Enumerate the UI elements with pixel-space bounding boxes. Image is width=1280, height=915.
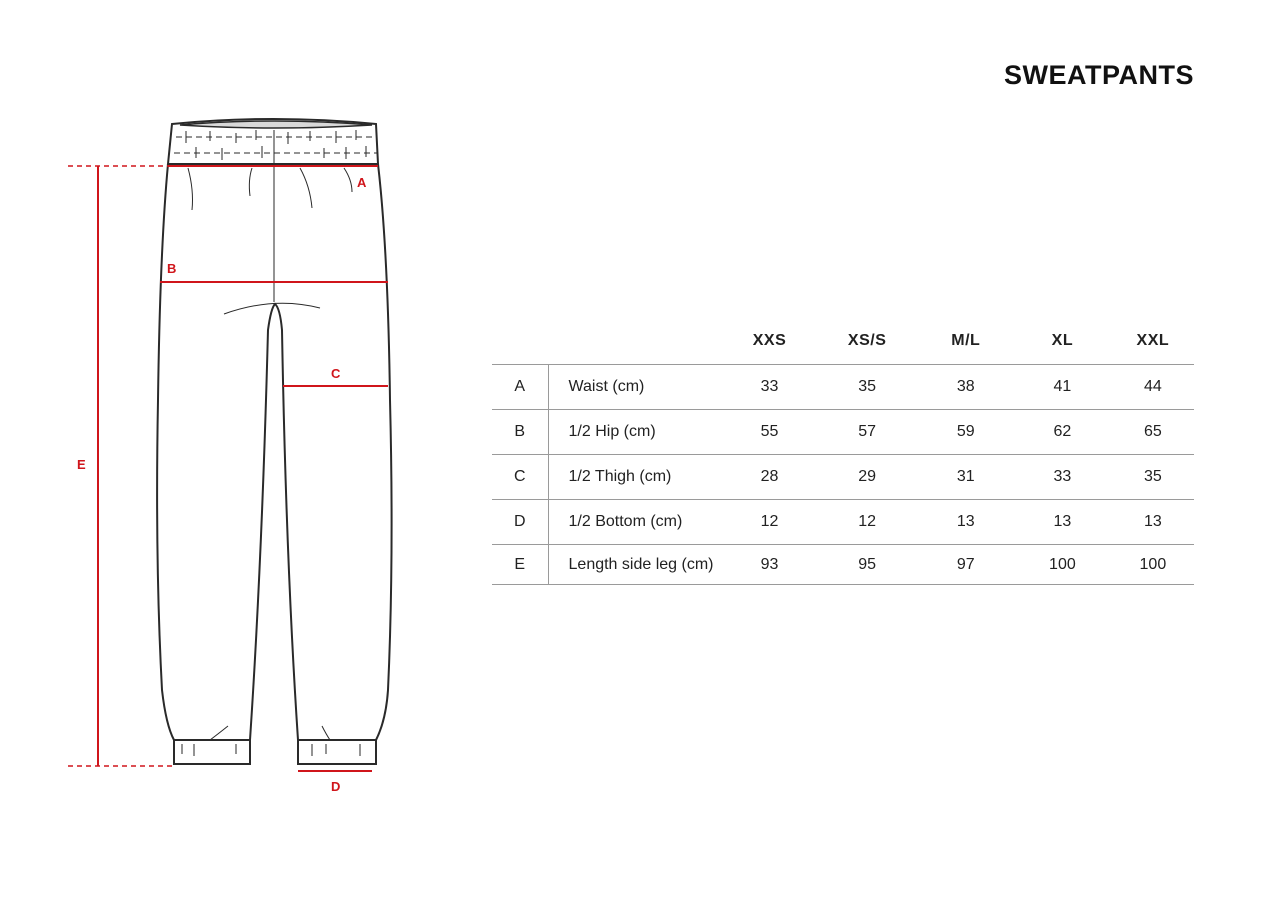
table-row	[492, 500, 1194, 545]
row-code: E	[492, 545, 548, 585]
row-code: C	[492, 455, 548, 500]
row-value: 55	[723, 410, 816, 455]
row-value: 95	[816, 545, 919, 585]
row-value: 13	[1013, 500, 1112, 545]
row-value: 59	[919, 410, 1014, 455]
row-value: 100	[1112, 545, 1194, 585]
measure-lines	[68, 166, 388, 771]
waistband	[168, 119, 378, 164]
size-header: XXL	[1112, 318, 1194, 365]
row-value: 35	[1112, 455, 1194, 500]
size-header: XXS	[723, 318, 816, 365]
row-value: 44	[1112, 365, 1194, 410]
size-header: M/L	[919, 318, 1014, 365]
row-label: 1/2 Thigh (cm)	[548, 455, 723, 500]
row-value: 12	[816, 500, 919, 545]
row-value: 41	[1013, 365, 1112, 410]
row-value: 33	[1013, 455, 1112, 500]
row-value: 12	[723, 500, 816, 545]
row-value: 13	[1112, 500, 1194, 545]
header-spacer	[492, 318, 548, 365]
size-header: XL	[1013, 318, 1112, 365]
row-value: 100	[1013, 545, 1112, 585]
marker-b: B	[167, 261, 177, 276]
marker-c: C	[331, 366, 341, 381]
row-value: 31	[919, 455, 1014, 500]
row-value: 65	[1112, 410, 1194, 455]
table-row	[492, 455, 1194, 500]
row-value: 35	[816, 365, 919, 410]
table-row	[492, 410, 1194, 455]
marker-a: A	[357, 175, 367, 190]
row-value: 38	[919, 365, 1014, 410]
marker-d: D	[331, 779, 341, 794]
row-label: Waist (cm)	[548, 365, 723, 410]
size-header-row	[492, 318, 1194, 365]
row-code: D	[492, 500, 548, 545]
row-label: 1/2 Bottom (cm)	[548, 500, 723, 545]
size-chart-table	[492, 318, 1194, 585]
pants-details	[182, 130, 360, 756]
row-value: 28	[723, 455, 816, 500]
row-value: 57	[816, 410, 919, 455]
size-header: XS/S	[816, 318, 919, 365]
row-value: 93	[723, 545, 816, 585]
row-value: 13	[919, 500, 1014, 545]
row-value: 33	[723, 365, 816, 410]
table-row	[492, 365, 1194, 410]
marker-e: E	[77, 457, 86, 472]
row-code: A	[492, 365, 548, 410]
page-title: SWEATPANTS	[1004, 60, 1194, 90]
row-label: 1/2 Hip (cm)	[548, 410, 723, 455]
row-value: 97	[919, 545, 1014, 585]
table-row	[492, 545, 1194, 585]
row-value: 29	[816, 455, 919, 500]
header-spacer	[548, 318, 723, 365]
row-label: Length side leg (cm)	[548, 545, 723, 585]
row-code: B	[492, 410, 548, 455]
row-value: 62	[1013, 410, 1112, 455]
